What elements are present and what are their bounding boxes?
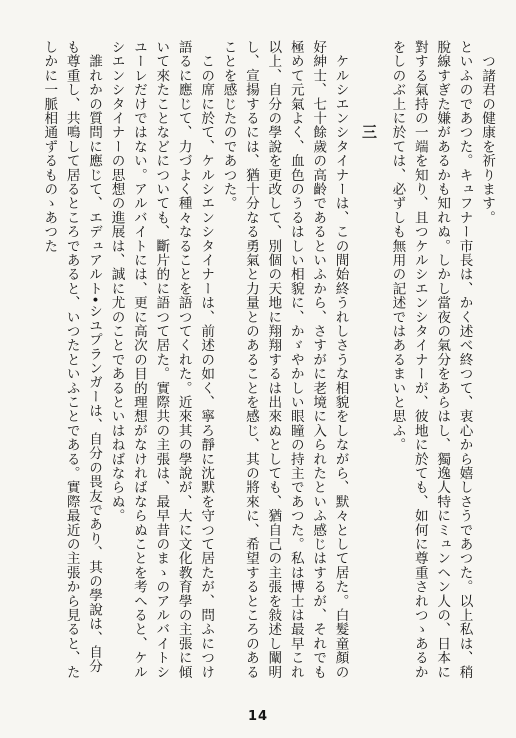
vertical-text-body xyxy=(18,40,498,686)
section-heading: 三 xyxy=(359,124,378,140)
paragraph-spranger: 誰れかの質問に應じて、エデュアルト•シユプランガーは、自分の畏友であり、其の學說は、自分も尊重し、共鳴して居るところであると、いつたといふことである。實際最近の主張から見ると、たしかに一脈相通ずるものゝあつた xyxy=(41,40,103,679)
paragraph-closing-line: つ諸君の健康を祈ります。 xyxy=(479,40,495,225)
paragraph-kerschensteiner-appearance: ケルシエンシタイナーは、この間始終うれしさうな相貌をしながら、默々として居た。白髮童顏の好紳士、七十餘歲の高齡であるといふから、さすがに老境に入られたといふ感じはするが、それでも極めて元氣よく、血色のうるはしい相貌に、かゞやかしい眼瞳の持主であつた。私は博士は最早これ以上、自分の學說を更改して、別個の天地に翔翔するは出來ぬとしても、猶自己の主張を敍述し闡明し、宣揚するには、猶十分なる勇氣と力量とのあることを感じ、其の將來に、希望するところのあることを感じたのであつた。 xyxy=(220,40,349,679)
paragraph-kerschensteiner-talk: この席に於て、ケルシエンシタイナーは、前述の如く、寧ろ靜に沈默を守つて居たが、問ふにつけ語るに應じて、力づよく種々なることを語つてくれた。近來其の學說が、大に文化教育學の主張に傾いて來たことなどについても、斷片的に語つて居た。實際共の主張は、最早昔のまゝのアルバイトシユーレだけではない。アルバイトには、更に高次の目的理想がなければならぬことを考へると、ケルシエンシタイナーの思想の進展は、誠に尤のことであるといはねばならぬ。 xyxy=(108,40,215,679)
paragraph-mayor-remarks: といふのであつた。キュフナー市長は、かく述べ終つて、衷心から嬉しさうであつた。以上私は、稍脫線すぎた嫌があるかも知れぬ。しかし當夜の氣分をあらはし、獨逸人特にミュンヘン人の、日本に對する氣持の一端を知り、且つケルシエンシタイナーが、彼地に於ても、如何に尊重されつゝあるかをしのぶ上に於ては、必ずしも無用の記述ではあるまいと思ふ。 xyxy=(389,40,473,679)
page-number: 14 xyxy=(247,709,269,724)
